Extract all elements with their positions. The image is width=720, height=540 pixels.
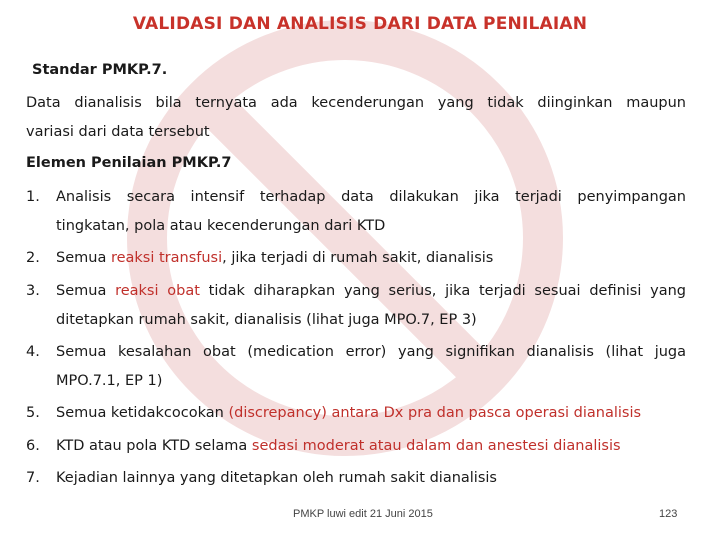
- item-3-highlight: reaksi obat: [115, 283, 200, 299]
- item-3-part-2: tidak diharapkan yang serius, jika terjadi sesuai definisi yang: [199, 283, 686, 299]
- item-5-text: [56, 405, 641, 421]
- item-5-part-1: Semua ketidakcocokan: [56, 405, 229, 421]
- item-2-highlight: reaksi transfusi: [110, 250, 223, 266]
- item-3-part-1: Semua: [56, 283, 116, 299]
- item-4-line-2: MPO.7.1, EP 1): [56, 373, 163, 389]
- item-2-part-2: , jika terjadi di rumah sakit, dianalisis: [222, 250, 494, 266]
- intro-line-1: Data dianalisis bila ternyata ada kecenderungan yang tidak diinginkan maupun: [26, 95, 686, 111]
- item-number: 6.: [26, 438, 40, 454]
- item-number: 4.: [26, 344, 40, 360]
- item-6-text: [56, 438, 621, 454]
- item-6-part-1: KTD atau pola KTD selama: [56, 438, 252, 454]
- standard-heading: Standar PMKP.7.: [32, 62, 168, 78]
- item-2-part-1: Semua: [56, 250, 111, 266]
- item-number: 3.: [26, 283, 40, 299]
- item-number: 7.: [26, 470, 40, 486]
- item-3-line-2: ditetapkan rumah sakit, dianalisis (lihat juga MPO.7, EP 3): [56, 312, 477, 328]
- item-number: 1.: [26, 189, 40, 205]
- elements-heading: Elemen Penilaian PMKP.7: [26, 155, 232, 171]
- item-6-highlight: sedasi moderat atau dalam dan anestesi dianalisis: [251, 438, 621, 454]
- intro-line-2: variasi dari data tersebut: [26, 124, 210, 140]
- item-1-line-2: tingkatan, pola atau kecenderungan dari KTD: [56, 218, 386, 234]
- item-1-line-1: Analisis secara intensif terhadap data dilakukan jika terjadi penyimpangan: [56, 189, 686, 205]
- item-number: 5.: [26, 405, 40, 421]
- page-title: VALIDASI DAN ANALISIS DARI DATA PENILAIAN: [132, 14, 588, 34]
- item-2-text: [56, 250, 493, 266]
- page-number: 123: [659, 508, 678, 520]
- item-4-line-1: Semua kesalahan obat (medication error) yang signifikan dianalisis (lihat juga: [56, 344, 686, 360]
- item-3-line-1: [56, 283, 686, 299]
- item-7-text: Kejadian lainnya yang ditetapkan oleh rumah sakit dianalisis: [56, 470, 497, 486]
- item-5-highlight: (discrepancy) antara Dx pra dan pasca operasi dianalisis: [228, 405, 642, 421]
- footer-credit: PMKP luwi edit 21 Juni 2015: [293, 508, 433, 520]
- item-number: 2.: [26, 250, 40, 266]
